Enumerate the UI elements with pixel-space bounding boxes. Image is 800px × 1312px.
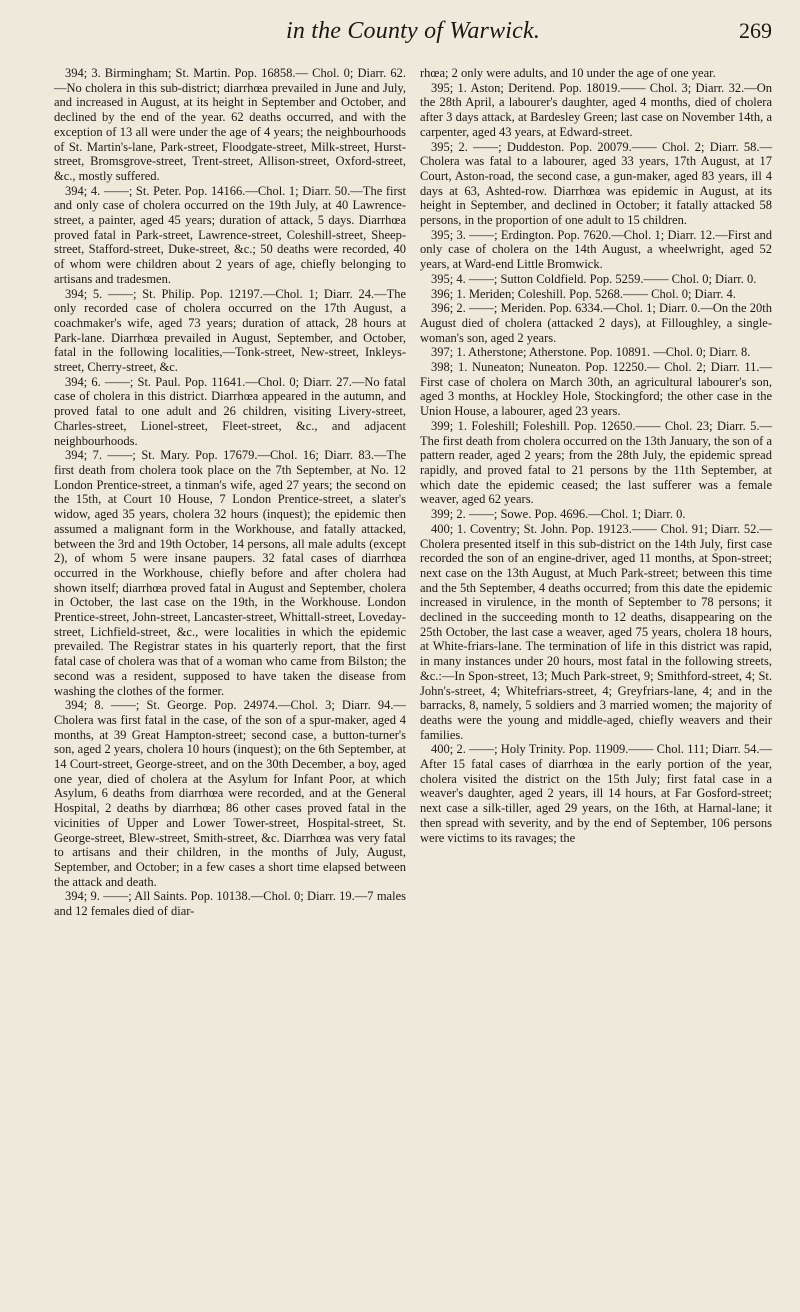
- paragraph: 394; 8. ——; St. George. Pop. 24974.—Chol. 3; Diarr. 94.—Cholera was first fatal in the case, of the son of a spur-maker, aged 4 months, at 39 Great Hampton-street; second case, a button-turner's son, aged 2 years, cholera 10 hours (inquest); on the 6th September, at 14 Court-street, George-street, and on the 30th December, a boy, aged one year, died of cholera at the Asylum for Infant Poor, at which Asylum, 6 deaths from diarrhœa were recorded, and at the General Hospital, 2 deaths by diarrhœa; 86 other cases proved fatal in the vicinities of Upper and Lower Tower-street, Hospital-street, St. George-street, Blew-street, Smith-street, &c. Diarrhœa was very fatal to artisans and their children, in the months of July, August, September, and October; in a few cases a short time elapsed between the attack and death.: [54, 698, 406, 889]
- paragraph: 395; 1. Aston; Deritend. Pop. 18019.—— Chol. 3; Diarr. 32.—On the 28th April, a labourer's daughter, aged 4 months, died of cholera after 3 days attack, at Bardesley Green; last case on November 14th, a carpenter, aged 43 years, at Edward-street.: [420, 80, 772, 139]
- paragraph: 399; 2. ——; Sowe. Pop. 4696.—Chol. 1; Diarr. 0.: [431, 507, 686, 522]
- paragraph: 396; 2. ——; Meriden. Pop. 6334.—Chol. 1; Diarr. 0.—On the 20th August died of cholera (attacked 2 days), at Filloughley, a single-woman's son, aged 2 years.: [420, 301, 772, 345]
- left-column: [54, 66, 406, 919]
- paragraph: 400; 2. ——; Holy Trinity. Pop. 11909.—— Chol. 111; Diarr. 54.—After 15 fatal cases of diarrhœa in the early portion of the year, cholera visited the district on the 15th July; first fatal case in a weaver's daughter, aged 2 years, ill 14 hours, at Far Gosford-street; next case a silk-tiller, aged 29 years, on the 16th, at Harnal-lane; it then spread with severity, and by the end of September, 106 persons were victims to its ravages; the: [420, 742, 772, 845]
- paragraph: 394; 7. ——; St. Mary. Pop. 17679.—Chol. 16; Diarr. 83.—The first death from cholera took place on the 7th September, at No. 12 London Prentice-street, a tinman's wife, aged 27 years; the second on the 15th, at Court 10 House, 7 London Prentice-street, a slater's widow, aged 35 years, cholera 32 hours (inquest); the epidemic then assumed a malignant form in the Workhouse, and fatally attacked, between the 3rd and 19th October, 14 persons, all male adults (except 2), of whom 5 were insane paupers. 32 fatal cases of diarrhœa occurred in the Workhouse, chiefly before and after cholera had shown itself; diarrhœa proved fatal in August and September, cholera in October, the last case on the 19th, in the Workhouse. London Prentice-street, John-street, Lancaster-street, Whittall-street, Loveday-street, Lichfield-street, &c., were localities in which the epidemic prevailed. The Registrar states in his quarterly report, that the first fatal case of cholera was that of a woman who came from Bilston; the second was a resident, supposed to have taken the disease from washing the clothes of the former.: [54, 448, 406, 698]
- paragraph: 394; 6. ——; St. Paul. Pop. 11641.—Chol. 0; Diarr. 27.—No fatal case of cholera in this district. Diarrhœa appeared in the autumn, and proved fatal to one adult and 26 children, visiting Livery-street, Charles-street, Lionel-street, Fleet-street, &c., and adjacent neighbourhoods.: [54, 374, 406, 448]
- paragraph: rhœa; 2 only were adults, and 10 under the age of one year.: [420, 66, 716, 80]
- paragraph: 394; 9. ——; All Saints. Pop. 10138.—Chol. 0; Diarr. 19.—7 males and 12 females died of diar-: [54, 889, 406, 919]
- right-column: [420, 66, 772, 919]
- paragraph: 399; 1. Foleshill; Foleshill. Pop. 12650.—— Chol. 23; Diarr. 5.—The first death from cholera occurred on the 13th January, the son of a pattern reader, aged 2 years; from the 28th July, the epidemic spread rapidly, and proved fatal to 21 persons by the 11th September, at which date the epidemic ceased; the last sufferer was a female weaver, aged 62 years.: [420, 418, 772, 507]
- text-columns: [54, 66, 772, 919]
- paragraph: 394; 3. Birmingham; St. Martin. Pop. 16858.— Chol. 0; Diarr. 62.—No cholera in this sub-district; diarrhœa prevailed in June and July, and increased in August, at its height in September and October, and declined by the end of the year. 62 deaths occurred, and with the exception of 13 all were under the age of 4 years; the neighbourhoods of St. Martin's-lane, Park-street, Floodgate-street, Milk-street, Hurst-street, Bromsgrove-street, Trent-street, Allison-street, Oxford-street, &c., mostly suffered.: [54, 66, 406, 183]
- page-header: [54, 14, 772, 50]
- paragraph: 397; 1. Atherstone; Atherstone. Pop. 10891. —Chol. 0; Diarr. 8.: [431, 345, 751, 360]
- paragraph: 395; 4. ——; Sutton Coldfield. Pop. 5259.—— Chol. 0; Diarr. 0.: [431, 271, 757, 286]
- paragraph: 394; 4. ——; St. Peter. Pop. 14166.—Chol. 1; Diarr. 50.—The first and only case of cholera occurred on the 19th July, at 40 Lawrence-street, a painter, aged 45 years; duration of attack, 5 days. Diarrhœa proved fatal in Park-street, Lawrence-street, Coleshill-street, Sheep-street, Stafford-street, Duke-street, &c.; 50 deaths were recorded, 40 of whom were children about 2 years of age, chiefly belonging to artisans and tradesmen.: [54, 183, 406, 286]
- paragraph: 394; 5. ——; St. Philip. Pop. 12197.—Chol. 1; Diarr. 24.—The only recorded case of cholera occurred on the 17th August, a coachmaker's wife, aged 73 years; duration of attack, 28 hours at Park-lane. Diarrhœa prevailed in August, September, and October, fatal in the following localities,—Tonk-street, New-street, Inkleys-street, Cherry-street, &c.: [54, 286, 406, 375]
- page-number: 269: [739, 18, 772, 43]
- paragraph: 395; 3. ——; Erdington. Pop. 7620.—Chol. 1; Diarr. 12.—First and only case of cholera on the 14th August, a wheelwright, aged 52 years, at Ward-end Little Bromwick.: [420, 227, 772, 272]
- paragraph: 395; 2. ——; Duddeston. Pop. 20079.—— Chol. 2; Diarr. 58.—Cholera was fatal to a labourer, aged 33 years, 17th August, at 17 Court, Aston-road, the second case, a gun-maker, aged 83 years, ill 4 days at 63, Ashted-row. Diarrhœa was epidemic in August, at its height in September, and declined in October; it fatally attacked 58 persons, in the proportion of one adult to 15 children.: [420, 139, 772, 228]
- paragraph: 398; 1. Nuneaton; Nuneaton. Pop. 12250.— Chol. 2; Diarr. 11.—First case of cholera on March 30th, an agricultural labourer's son, aged 3 months, at Hockley Hole, Stockingford; the other case in the Union House, a labourer, aged 23 years.: [420, 360, 772, 419]
- paragraph: 396; 1. Meriden; Coleshill. Pop. 5268.—— Chol. 0; Diarr. 4.: [431, 286, 736, 301]
- running-title: in the County of Warwick.: [285, 18, 541, 44]
- paragraph: 400; 1. Coventry; St. John. Pop. 19123.—— Chol. 91; Diarr. 52.—Cholera presented itself in this sub-district on the 14th July, first case recorded the son of an engine-driver, aged 11 months, at Spon-street; next case on the 13th August, at Much Park-street; between this time and the 5th September, 4 deaths occurred; from this date the epidemic increased in virulence, in the month of September to 78 persons; it declined in the succeeding month to 12 deaths, disappearing on the 25th October, the last case a weaver, aged 75 years, cholera 18 hours, at White-friars-lane. The termination of life in this district was rapid, in many instances under 20 hours, most fatal in the following streets, &c.:—In Spon-street, 13; Much Park-street, 9; Smithford-street, 4; St. John's-street, 4; Whitefriars-street, 4; Greyfriars-lane, 4; and in the barracks, 8, namely, 5 soldiers and 3 married women; the majority of deaths were the young and middle-aged, chiefly weavers and their families.: [420, 521, 772, 742]
